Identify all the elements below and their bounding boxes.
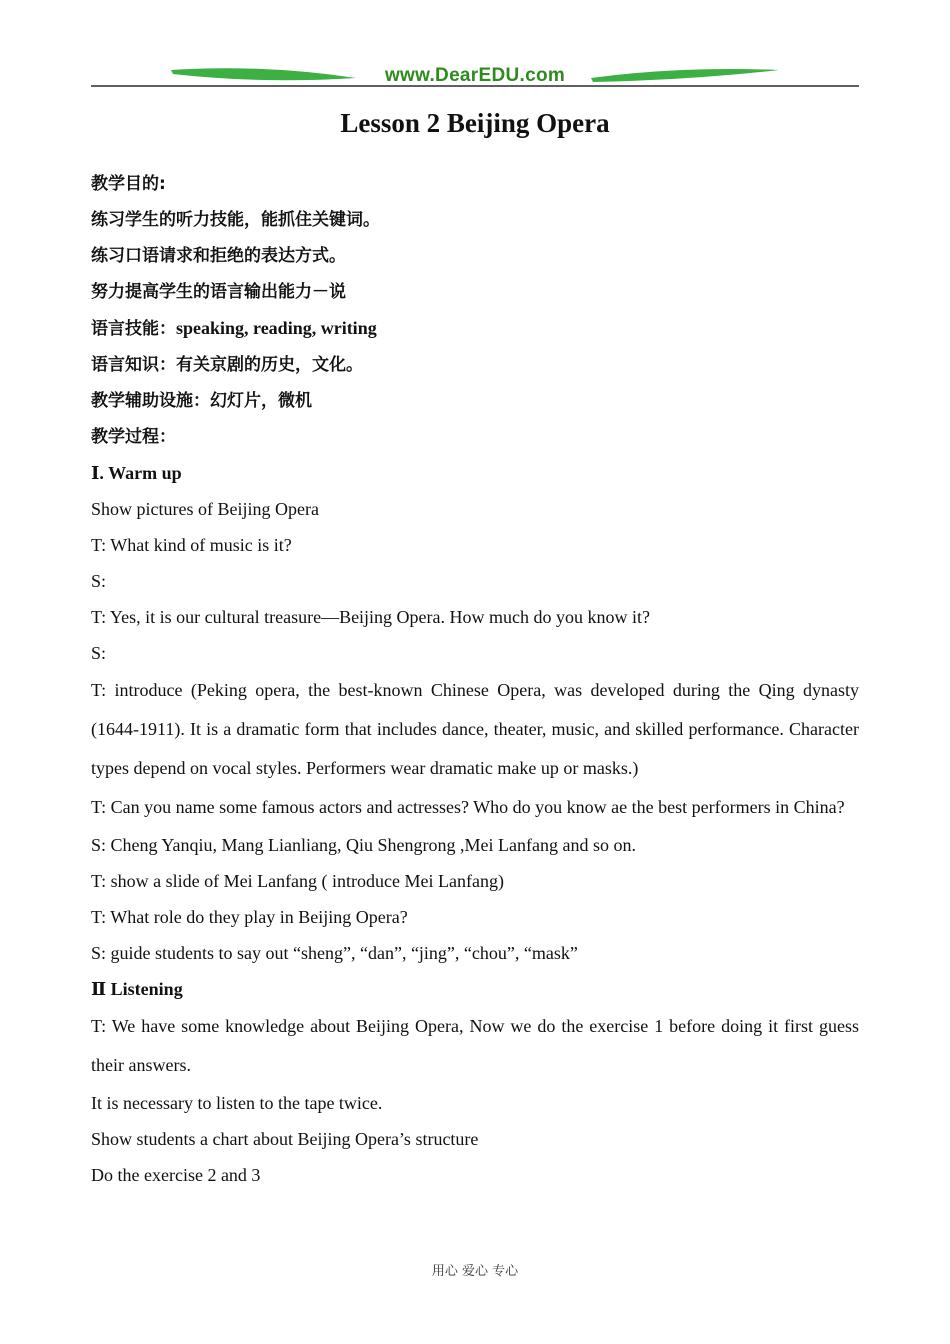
- page-title: Lesson 2 Beijing Opera: [340, 108, 610, 138]
- lesson-line: S: guide students to say out “sheng”, “dan”, “jing”, “chou”, “mask”: [91, 943, 578, 963]
- lesson-line: Show students a chart about Beijing Opera’s structure: [91, 1129, 479, 1149]
- site-header: [91, 62, 859, 90]
- lesson-paragraph: T: We have some knowledge about Beijing Opera, Now we do the exercise 1 before doing it first guess their answers.: [91, 1016, 859, 1075]
- lesson-line: S:: [91, 643, 107, 663]
- lesson-content: [91, 166, 859, 1193]
- lesson-line: T: Yes, it is our cultural treasure—Beijing Opera. How much do you know it?: [91, 607, 651, 627]
- section-heading-warm-up: Ⅰ. Warm up: [91, 463, 182, 483]
- skills-label: 语言技能：: [91, 319, 176, 339]
- knowledge-line: 语言知识：有关京剧的历史，文化。: [91, 355, 363, 375]
- lesson-line: It is necessary to listen to the tape twice.: [91, 1093, 383, 1113]
- page-footer: 用心 爱心 专心: [431, 1264, 519, 1279]
- objective-item: 努力提高学生的语言输出能力－说: [91, 282, 346, 302]
- lesson-line: T: show a slide of Mei Lanfang ( introduce Mei Lanfang): [91, 871, 504, 891]
- objectives-heading: 教学目的:: [91, 174, 166, 194]
- site-logo-text: www.DearEDU.com: [384, 65, 566, 86]
- lesson-line: T: What kind of music is it?: [91, 535, 292, 555]
- lesson-paragraph: T: introduce (Peking opera, the best-known Chinese Opera, was developed during the Qing dynasty (1644-1911). It is a dramatic form that includes dance, theater, music, and skilled performance. Character types depend on vocal styles. Performers wear dramatic make up or masks.): [91, 680, 859, 778]
- process-heading: 教学过程：: [91, 427, 176, 447]
- aids-line: 教学辅助设施：幻灯片，微机: [91, 391, 312, 411]
- lesson-line: S: Cheng Yanqiu, Mang Lianliang, Qiu Shengrong ,Mei Lanfang and so on.: [91, 835, 636, 855]
- lesson-line: Show pictures of Beijing Opera: [91, 499, 319, 519]
- lesson-line: Do the exercise 2 and 3: [91, 1165, 261, 1185]
- skills-value: speaking, reading, writing: [176, 318, 377, 338]
- lesson-paragraph: T: Can you name some famous actors and actresses? Who do you know ae the best performers in China?: [91, 797, 845, 817]
- objective-item: 练习口语请求和拒绝的表达方式。: [91, 246, 346, 266]
- lesson-line: S:: [91, 571, 107, 591]
- section-heading-listening: Ⅱ Listening: [91, 979, 183, 999]
- lesson-line: T: What role do they play in Beijing Opera?: [91, 907, 408, 927]
- objective-item: 练习学生的听力技能，能抓住关键词。: [91, 210, 380, 230]
- skills-line: [91, 310, 859, 347]
